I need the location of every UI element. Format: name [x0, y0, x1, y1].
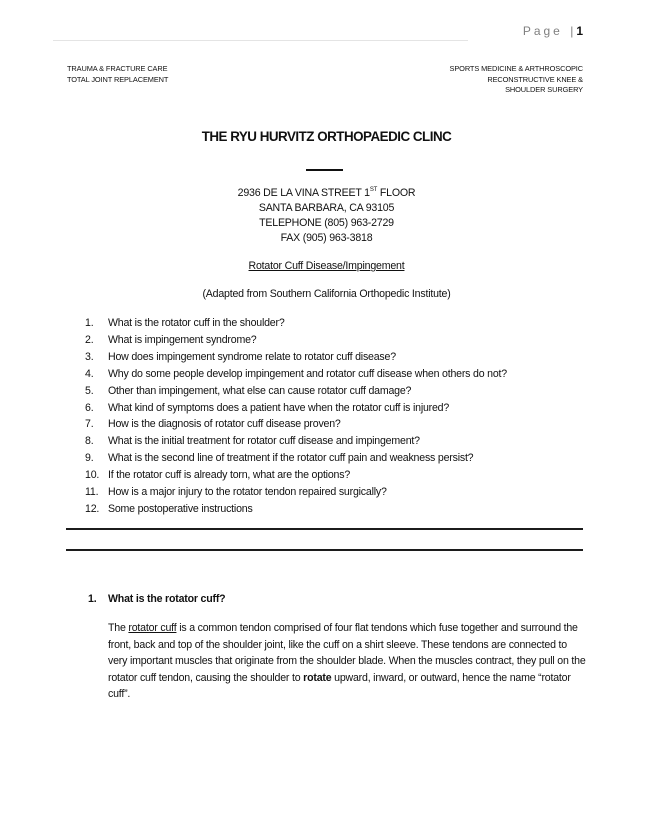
- toc-item: [85, 450, 507, 467]
- toc-item-text: How is the diagnosis of rotator cuff disease proven?: [108, 418, 341, 431]
- toc-item-number: 12.: [85, 502, 100, 515]
- section-number: 1.: [88, 593, 97, 605]
- address-street-text: 2936 DE LA VINA STREET 1: [237, 187, 370, 199]
- paragraph-bold-text: rotate: [303, 671, 332, 684]
- toc-item: [85, 416, 507, 433]
- address-street-floor: FLOOR: [377, 187, 416, 199]
- toc-item-number: 1.: [85, 317, 94, 329]
- toc-item-text: How is a major injury to the rotator tendon repaired surgically?: [108, 486, 387, 499]
- toc-item: [85, 484, 507, 501]
- address-city: SANTA BARBARA, CA 93105: [258, 202, 395, 214]
- toc-item-number: 3.: [85, 350, 94, 363]
- paragraph-text: is a common tendon comprised of four flat tendons which fuse together and surround the front, back and top of the shoulder joint, like the cuff on a shirt sleeve. These tendons are connected to very important muscles that originate from the shoulder blade. When the muscles contract, they pull on the rotator cuff tendon, causing the shoulder to: [108, 622, 586, 684]
- toc-item-number: 10.: [85, 469, 100, 482]
- toc-item-number: 2.: [85, 333, 94, 346]
- toc-item-number: 8.: [85, 435, 94, 448]
- document-attribution: (Adapted from Southern California Orthopedic Institute): [202, 288, 451, 300]
- toc-item: [85, 400, 507, 417]
- toc-item-text: How does impingement syndrome relate to rotator cuff disease?: [108, 350, 396, 363]
- toc-item-text: What is the initial treatment for rotator cuff disease and impingement?: [108, 435, 420, 448]
- paragraph-text: upward, inward, or outward, hence the name “rotator cuff”.: [108, 671, 571, 701]
- document-subtitle: Rotator Cuff Disease/Impingement: [248, 260, 405, 272]
- toc-item: [85, 349, 507, 366]
- toc-item-text: Other than impingement, what else can cause rotator cuff damage?: [108, 384, 412, 397]
- title-divider: [306, 169, 343, 171]
- paragraph-text: The: [108, 622, 129, 634]
- section-divider-top: [66, 528, 583, 530]
- fax: FAX (905) 963-3818: [280, 232, 373, 244]
- toc-item: [85, 501, 507, 518]
- section-title: What is the rotator cuff?: [108, 593, 226, 605]
- toc-item-number: 5.: [85, 384, 94, 397]
- toc-item: [85, 332, 507, 349]
- toc-item-text: Some postoperative instructions: [108, 502, 253, 515]
- page-separator: |: [570, 24, 574, 38]
- toc-item: [85, 366, 507, 383]
- toc-item-number: 7.: [85, 418, 94, 431]
- section-divider-bottom: [66, 549, 583, 551]
- toc-item-text: What is the rotator cuff in the shoulder?: [108, 317, 285, 329]
- letterhead-right: [450, 64, 583, 96]
- rotator-cuff-link[interactable]: rotator cuff: [128, 622, 177, 634]
- letterhead-right-line: SHOULDER SURGERY: [505, 85, 583, 94]
- toc-item-number: 11.: [85, 486, 99, 499]
- toc-item-text: Why do some people develop impingement and rotator cuff disease when others do not?: [108, 367, 507, 380]
- toc-item: [85, 467, 507, 484]
- clinic-name: THE RYU HURVITZ ORTHOPAEDIC CLINC: [201, 129, 452, 144]
- toc-item-number: 9.: [85, 452, 94, 465]
- section-paragraph: [108, 620, 588, 703]
- address-street: [0, 186, 653, 201]
- toc-item-number: 6.: [85, 401, 94, 414]
- toc-item-text: If the rotator cuff is already torn, what are the options?: [108, 469, 351, 482]
- page-label: Page: [522, 24, 563, 38]
- letterhead-left-line: TOTAL JOINT REPLACEMENT: [67, 74, 169, 84]
- toc-list: [85, 315, 507, 518]
- section-heading: [88, 593, 225, 605]
- letterhead-right-line: RECONSTRUCTIVE KNEE &: [487, 74, 583, 84]
- toc-item: [85, 433, 507, 450]
- letterhead-right-line: SPORTS MEDICINE & ARTHROSCOPIC: [449, 64, 583, 73]
- letterhead-left: [67, 64, 168, 85]
- page-number: 1: [576, 24, 583, 38]
- telephone: TELEPHONE (805) 963-2729: [259, 217, 394, 229]
- clinic-address: [0, 186, 653, 246]
- toc-item-text: What kind of symptoms does a patient have when the rotator cuff is injured?: [108, 401, 450, 414]
- header-divider: [53, 40, 468, 41]
- toc-item-text: What is impingement syndrome?: [108, 333, 257, 346]
- toc-item: [85, 315, 507, 332]
- address-street-ordinal: ST: [369, 187, 378, 193]
- page-number-header: [523, 24, 583, 38]
- letterhead-left-line: TRAUMA & FRACTURE CARE: [67, 64, 168, 73]
- toc-item-text: What is the second line of treatment if the rotator cuff pain and weakness persist?: [108, 452, 474, 465]
- toc-item: [85, 383, 507, 400]
- toc-item-number: 4.: [85, 367, 94, 380]
